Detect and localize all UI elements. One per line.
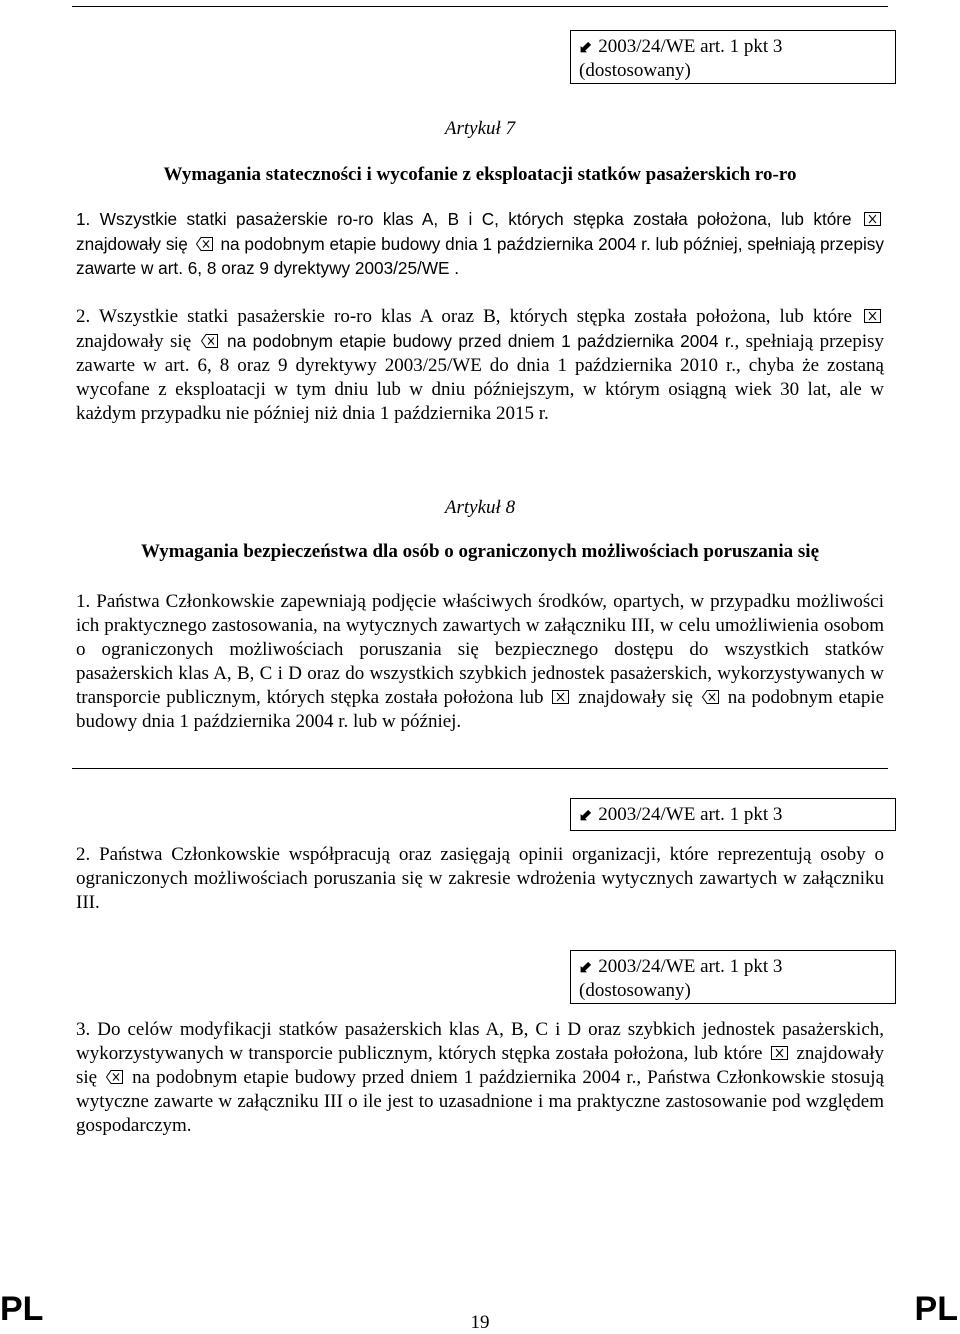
insert-start-marker-icon	[864, 309, 881, 323]
note-ref: 2003/24/WE art. 1 pkt 3	[598, 804, 783, 825]
note-status: (dostosowany)	[579, 60, 691, 81]
down-left-arrow-icon: ⬋	[579, 37, 594, 57]
amendment-note-2	[570, 798, 896, 831]
amendment-note-top	[570, 30, 896, 84]
insert-start-marker-icon	[552, 690, 569, 704]
top-rule	[72, 6, 888, 7]
page-number: 19	[470, 1312, 490, 1333]
note-status: (dostosowany)	[579, 980, 691, 1001]
down-left-arrow-icon: ⬋	[579, 805, 594, 825]
section-rule	[72, 768, 888, 769]
amendment-note-3	[570, 950, 896, 1004]
article-8-heading: Wymagania bezpieczeństwa dla osób o ograniczonych możliwościach poruszania się	[141, 541, 819, 562]
note-ref: 2003/24/WE art. 1 pkt 3	[598, 956, 783, 977]
article-8-paragraph-1: 1. Państwa Członkowskie zapewniają podjęcie właściwych środków, opartych, w przypadku możliwości ich praktycznego zastosowania, na wytycznych zawartych w załączniku III, w celu umożliwienia osobom o ograniczonych możliwościach poruszania się bezpiecznego dostępu do wszystkich statków pasażerskich klas A, B, C i D oraz do wszystkich szybkich jednostek pasażerskich, wykorzystywanych w transporcie publicznym, których stępka została położona lub znajdowały się na podobnym etapie budowy dnia 1 października 2004 r. lub w później.	[76, 591, 885, 732]
down-left-arrow-icon: ⬋	[579, 957, 594, 977]
insert-end-marker-icon	[702, 690, 719, 704]
insert-end-marker-icon	[201, 334, 218, 348]
article-8-paragraph-2: 2. Państwa Członkowskie współpracują oraz zasięgają opinii organizacji, które reprezentują osoby o ograniczonych możliwościach poruszania się w zakresie wdrożenia wytycznych zawartych w załączniku III.	[76, 844, 884, 913]
note-ref: 2003/24/WE art. 1 pkt 3	[598, 36, 783, 57]
article-7-title: Artykuł 7	[444, 118, 516, 139]
insert-start-marker-icon	[864, 212, 881, 226]
article-8-paragraph-3: 3. Do celów modyfikacji statków pasażerskich klas A, B, C i D oraz szybkich jednostek pasażerskich, wykorzystywanych w transporcie publicznym, których stępka została położona, lub które znajdowały się na podobnym etapie budowy przed dniem 1 października 2004 r., Państwa Członkowskie stosują wytyczne zawarte w załączniku III o ile jest to uzasadnione i ma praktyczne zastosowanie pod względem gospodarczym.	[76, 1019, 885, 1136]
article-8-title: Artykuł 8	[444, 497, 516, 518]
footer-language-right: PL	[914, 1290, 958, 1328]
article-7-paragraph-2: 2. Wszystkie statki pasażerskie ro-ro klas A oraz B, których stępka została położona, lub które znajdowały się na podobnym etapie budowy przed dniem 1 października 2004 r., spełniają przepisy zawarte w art. 6, 8 oraz 9 dyrektywy 2003/25/WE do dnia 1 października 2010 r., chyba że zostaną wycofane z eksploatacji w tym dniu lub w dniu późniejszym, w którym osiągną wiek 30 lat, ale w każdym przypadku nie później niż dnia 1 października 2015 r.	[76, 306, 885, 424]
article-7-paragraph-1: 1. Wszystkie statki pasażerskie ro-ro klas A, B i C, których stępka została położona, lub które znajdowały się na podobnym etapie budowy dnia 1 października 2004 r. lub później, spełniają przepisy zawarte w art. 6, 8 oraz 9 dyrektywy 2003/25/WE .	[76, 209, 884, 278]
article-7-heading: Wymagania stateczności i wycofanie z eksploatacji statków pasażerskich ro-ro	[163, 164, 797, 185]
insert-end-marker-icon	[196, 237, 213, 251]
insert-start-marker-icon	[771, 1046, 788, 1060]
footer-language-left: PL	[0, 1290, 44, 1328]
insert-end-marker-icon	[106, 1070, 123, 1084]
